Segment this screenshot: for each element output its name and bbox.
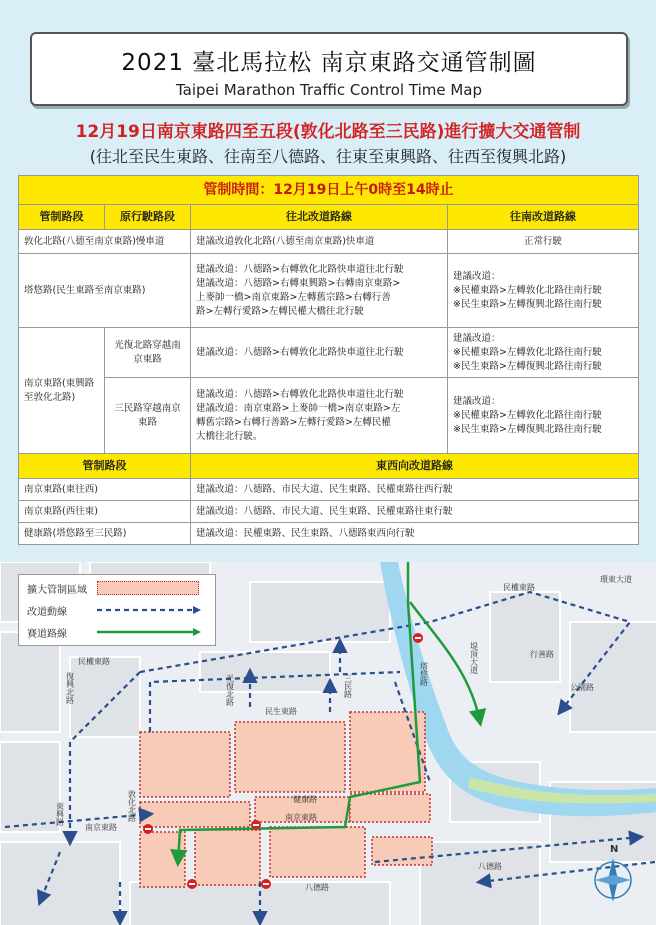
label-sanmin: 三民路 (343, 674, 353, 698)
table-row (19, 378, 639, 454)
row-north: 建議改道：八德路>右轉敦化北路快車道往北行駛 (191, 328, 448, 378)
table-row (19, 501, 639, 523)
title-box (30, 32, 628, 106)
ew-row-route: 建議改道：民權東路、民生東路、八德路東西向行駛 (191, 523, 639, 545)
row-section: 敦化北路(八德至南京東路)慢車道 (19, 230, 191, 254)
label-minsheng: 民生東路 (265, 707, 297, 716)
ew-row-route: 建議改道：八德路、市民大道、民生東路、民權東路往東行駛 (191, 501, 639, 523)
row-south: 建議改道： ※民權東路>左轉敦化北路往南行駛 ※民生東路>左轉復興北路往南行駛 (448, 254, 639, 328)
ew-row-section: 南京東路(西往東) (19, 501, 191, 523)
ew-header-section: 管制路段 (19, 454, 191, 479)
label-bade-east: 八德路 (478, 862, 502, 871)
label-minquan-west: 民權東路 (78, 657, 110, 666)
label-minquan-east: 民權東路 (503, 583, 535, 592)
legend-area-label: 擴大管制區域 (27, 584, 87, 596)
label-north: N (610, 844, 619, 855)
label-guangfu: 光復北路 (225, 674, 235, 706)
map-legend (18, 574, 216, 646)
row-north: 建議改道：八德路>右轉敦化北路快車道往北行駛 建議改道：八德路>右轉東興路>右轉南京東路> 上麥帥一橋>南京東路>左轉舊宗路>右轉行善 路>左轉行愛路>左轉民權大橋往北行駛 (191, 254, 448, 328)
legend-detour-arrow-icon (97, 605, 201, 615)
legend-area-swatch (97, 581, 199, 595)
legend-detour-row (27, 602, 201, 618)
label-nanjing: 南京東路 (285, 813, 317, 822)
table-row (19, 328, 639, 378)
label-fuxing: 復興北路 (65, 672, 75, 704)
label-tayou: 塔悠路 (419, 662, 429, 686)
title-english: Taipei Marathon Traffic Control Time Map (175, 81, 482, 99)
legend-area-row (27, 580, 199, 596)
legend-race-row (27, 624, 201, 640)
row-original: 光復北路穿越南京東路 (105, 328, 191, 378)
row-section: 南京東路(東興路至敦化北路) (19, 328, 105, 454)
header-south: 往南改道路線 (448, 205, 639, 230)
legend-detour-label: 改道動線 (27, 606, 67, 618)
table-row (19, 523, 639, 545)
ew-row-section: 南京東路(東往西) (19, 479, 191, 501)
row-south: 建議改道： ※民權東路>左轉敦化北路往南行駛 ※民生東路>左轉復興北路往南行駛 (448, 328, 639, 378)
label-dunhua: 敦化北路 (127, 790, 137, 822)
title-chinese: 2021 臺北馬拉松 南京東路交通管制圖 (121, 50, 537, 76)
ew-row-route: 建議改道：八德路、市民大道、民生東路、民權東路往西行駛 (191, 479, 639, 501)
header-original: 原行駛路段 (105, 205, 191, 230)
header-section: 管制路段 (19, 205, 105, 230)
row-original: 三民路穿越南京東路 (105, 378, 191, 454)
label-jiankang: 健康路 (293, 795, 317, 804)
row-south: 建議改道： ※民權東路>左轉敦化北路往南行駛 ※民生東路>左轉復興北路往南行駛 (448, 378, 639, 454)
ew-row-section: 健康路(塔悠路至三民路) (19, 523, 191, 545)
label-bade: 八德路 (305, 883, 329, 892)
row-south: 正常行駛 (448, 230, 639, 254)
ew-header-route: 東西向改道路線 (191, 454, 639, 479)
subheadline: (往北至民生東路、往南至八德路、往東至東興路、往西至復興北路) (89, 147, 567, 166)
row-section: 塔悠路(民生東路至南京東路) (19, 254, 191, 328)
label-xingsan: 行善路 (530, 650, 554, 659)
table-row (19, 479, 639, 501)
header-north: 往北改道路線 (191, 205, 448, 230)
row-north: 建議改道：八德路>右轉敦化北路快車道往北行駛 建議改道：南京東路>上麥帥一橋>南京東路>左 轉舊宗路>右轉行善路>左轉行愛路>左轉民權 大橋往北行駛。 (191, 378, 448, 454)
label-dike: 堤頂大道 (469, 642, 479, 674)
row-north: 建議改道敦化北路(八德至南京東路)快車道 (191, 230, 448, 254)
headline: 12月19日南京東路四至五段(敦化北路至三民路)進行擴大交通管制 (75, 122, 581, 142)
compass-icon (590, 842, 636, 904)
table-row (19, 230, 639, 254)
table-row (19, 254, 639, 328)
legend-race-arrow-icon (97, 627, 201, 637)
label-expressway: 環東大道 (600, 575, 632, 584)
label-donghui: 東興路 (55, 802, 65, 826)
legend-race-label: 賽道路線 (27, 628, 67, 640)
label-gongyuan: 公園路 (570, 683, 594, 692)
control-table (18, 175, 639, 545)
control-time: 管制時間：12月19日上午0時至14時止 (19, 176, 639, 205)
label-nanjing-west: 南京東路 (85, 823, 117, 832)
